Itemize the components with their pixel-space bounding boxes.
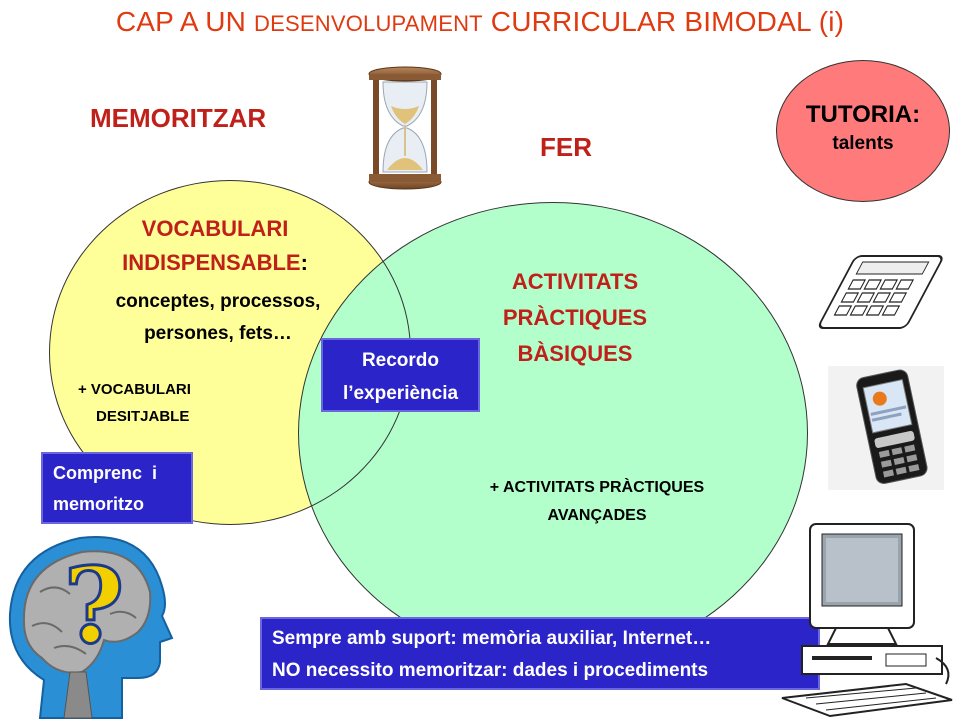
title-part-2: DESENVOLUPAMENT bbox=[254, 11, 483, 36]
calculator-icon bbox=[814, 252, 954, 336]
suport-line-1: Sempre amb suport: memòria auxiliar, Internet… bbox=[272, 628, 712, 649]
hourglass-icon bbox=[365, 66, 445, 190]
title-part-3: CURRICULAR BIMODAL (i) bbox=[482, 6, 845, 37]
computer-icon bbox=[776, 518, 960, 718]
tutoria-title: TUTORIA: bbox=[805, 101, 921, 128]
vocabulari-line: VOCABULARI bbox=[141, 216, 289, 241]
tutoria-subtitle: talents bbox=[832, 133, 894, 154]
suport-line-2: NO necessito memoritzar: dades i procediments bbox=[272, 660, 709, 681]
indispensable-text: INDISPENSABLE bbox=[122, 250, 301, 275]
heading-memoritzar: MEMORITZAR bbox=[90, 103, 267, 133]
comprenc-line-2: memoritzo bbox=[53, 494, 145, 514]
activitats-line: ACTIVITATS bbox=[511, 269, 639, 294]
avancades-line-2: AVANÇADES bbox=[547, 507, 647, 524]
tutoria-circle bbox=[776, 60, 950, 202]
suport-box bbox=[260, 617, 820, 690]
mobile-phone-icon bbox=[828, 366, 944, 490]
heading-fer: FER bbox=[540, 132, 592, 162]
recordo-box bbox=[321, 338, 480, 412]
examples-line-1: conceptes, processos, bbox=[115, 291, 321, 312]
desitjable-line-1: + VOCABULARI bbox=[78, 381, 191, 398]
recordo-line-2: l’experiència bbox=[342, 383, 459, 404]
indispensable-colon: : bbox=[300, 250, 308, 275]
recordo-line-1: Recordo bbox=[361, 350, 440, 371]
avancades-line-1: + ACTIVITATS PRÀCTIQUES bbox=[489, 479, 705, 496]
title-part-1: CAP A UN bbox=[115, 6, 255, 37]
vocabulari-indispensable-heading bbox=[100, 212, 330, 280]
indispensable-line bbox=[100, 246, 330, 280]
practiques-line: PRÀCTIQUES bbox=[502, 305, 648, 330]
head-question-icon bbox=[0, 522, 178, 720]
activitats-basiques-heading bbox=[460, 264, 690, 372]
activitats-avancades bbox=[452, 474, 742, 530]
svg-text:?: ? bbox=[63, 544, 125, 667]
slide-title bbox=[0, 6, 960, 38]
examples-line-2: persones, fets… bbox=[144, 323, 292, 344]
desitjable-line-2: DESITJABLE bbox=[96, 408, 190, 425]
vocabulari-desitjable bbox=[78, 376, 191, 430]
basiques-line: BÀSIQUES bbox=[517, 341, 633, 366]
vocabulari-examples bbox=[92, 286, 344, 350]
comprenc-box bbox=[41, 452, 193, 524]
comprenc-line-1: Comprenc i bbox=[53, 463, 158, 483]
